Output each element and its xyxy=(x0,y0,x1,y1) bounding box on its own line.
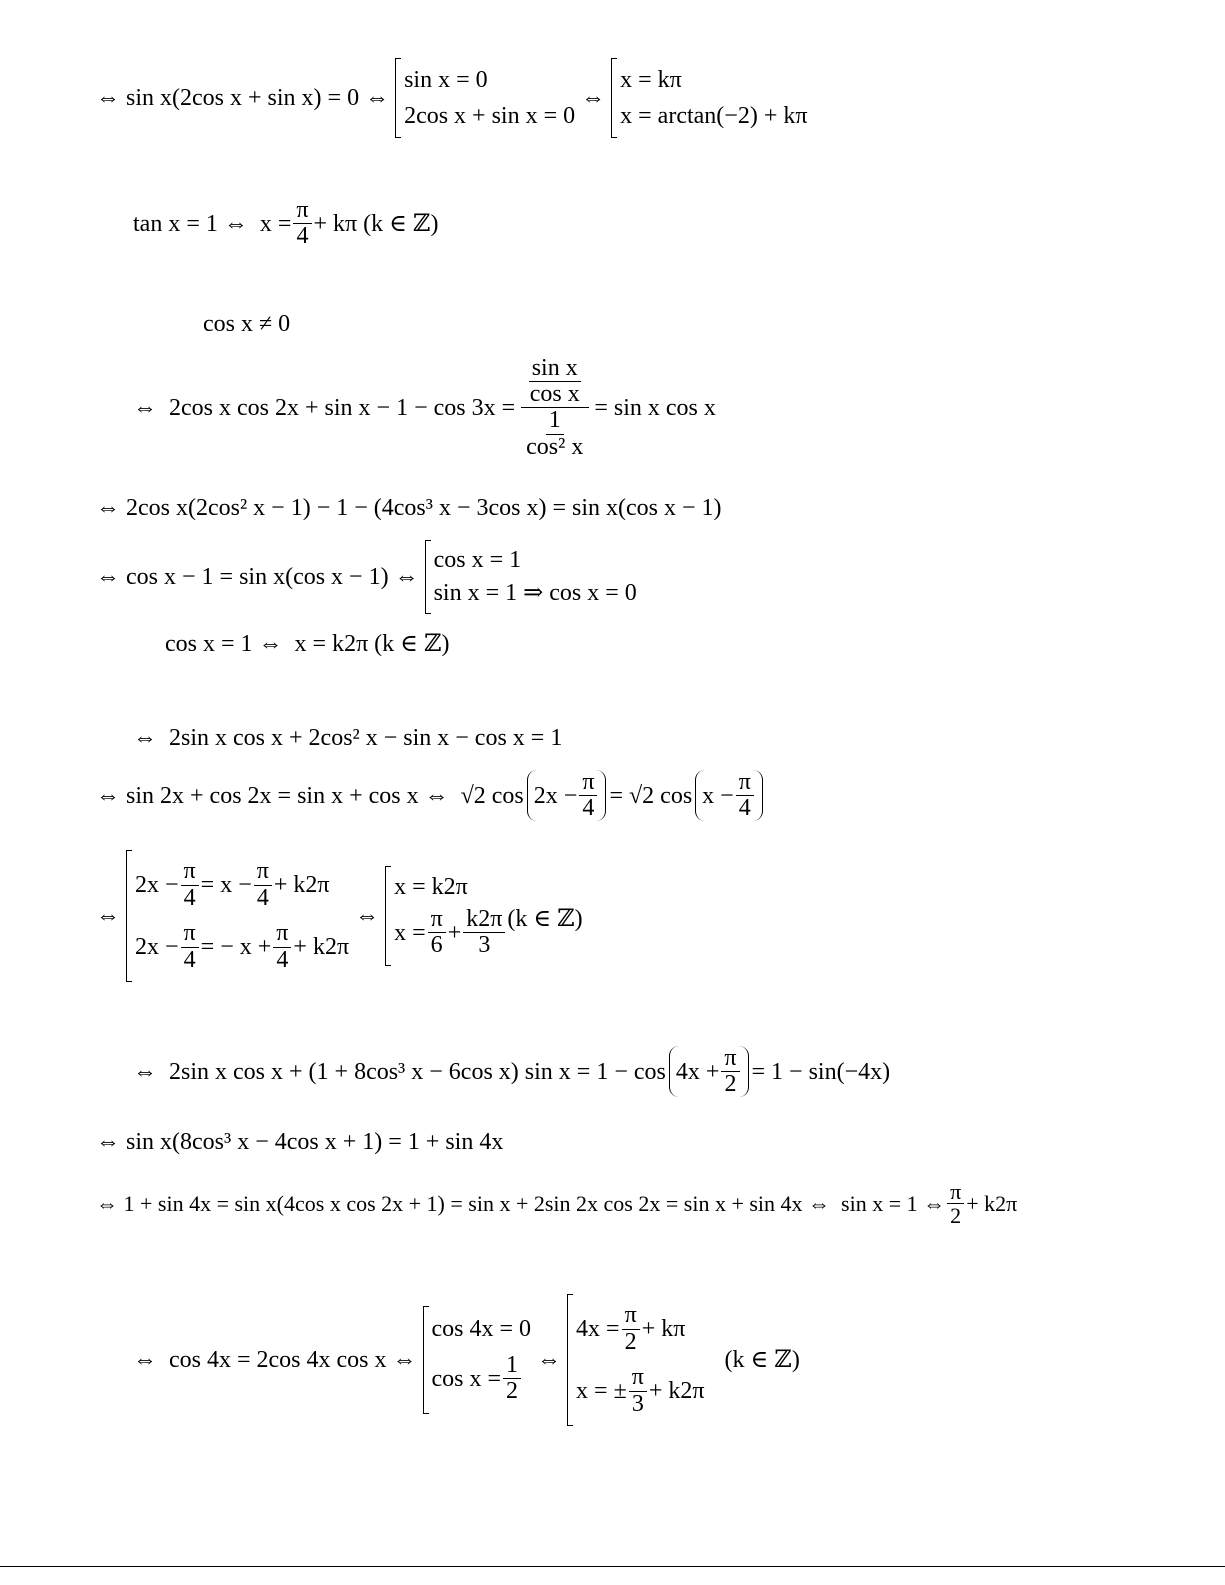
fraction xyxy=(273,921,291,972)
fraction xyxy=(181,859,199,910)
denominator: 2 xyxy=(950,1203,962,1229)
fraction xyxy=(579,770,597,821)
case-system xyxy=(423,1306,532,1414)
denominator: 2 xyxy=(624,1328,637,1355)
equation-line-13 xyxy=(96,1180,1017,1227)
expr: cos x ≠ 0 xyxy=(203,311,291,337)
numerator: π xyxy=(629,1365,647,1391)
expr: 4x + xyxy=(675,1058,720,1085)
case xyxy=(432,1353,532,1404)
numerator: π xyxy=(721,1046,739,1072)
case-system xyxy=(611,58,807,138)
fraction xyxy=(527,356,583,407)
expr: ⇔ sin 2x + cos 2x = sin x + cos x ⇔ √2 cos xyxy=(96,782,524,809)
paren-group xyxy=(695,770,763,821)
equation-line-12 xyxy=(96,1130,503,1154)
expr: = − x + xyxy=(200,933,272,960)
case: sin x = 0 xyxy=(404,66,488,93)
numerator: π xyxy=(947,1180,964,1204)
numerator: 1 xyxy=(546,408,564,434)
expr: x − xyxy=(702,782,734,809)
denominator: 3 xyxy=(631,1390,644,1417)
expr: cos x = 1 ⇔ x = k2π (k ∈ ℤ) xyxy=(165,631,450,657)
compound-fraction xyxy=(517,356,592,460)
fraction xyxy=(181,921,199,972)
expr: ⇔ cos 4x = 2cos 4x cos x ⇔ xyxy=(133,1347,417,1373)
case-system xyxy=(385,866,583,966)
expr: ⇔ cos x − 1 = sin x(cos x − 1) ⇔ xyxy=(96,564,419,590)
expr: 2x − xyxy=(533,782,578,809)
equation-line-2 xyxy=(133,198,438,249)
numerator: π xyxy=(622,1303,640,1329)
numerator: π xyxy=(579,770,597,796)
equation-line-8 xyxy=(133,726,562,750)
expr: ⇔ 2sin x cos x + 2cos² x − sin x − cos x = 1 xyxy=(133,725,563,751)
case: x = k2π xyxy=(394,873,468,900)
numerator: π xyxy=(736,770,754,796)
expr: tan x = 1 ⇔ x = xyxy=(133,210,292,237)
equation-line-5 xyxy=(96,496,722,520)
expr: ⇔ sin x(8cos³ x − 4cos x + 1) = 1 + sin 4x xyxy=(96,1129,504,1155)
case: x = arctan(−2) + kπ xyxy=(620,102,808,129)
fraction xyxy=(736,770,754,821)
denominator: 4 xyxy=(738,795,751,822)
fraction xyxy=(629,1365,647,1416)
numerator: k2π xyxy=(463,907,505,933)
equiv: ⇔ xyxy=(537,1347,562,1373)
expr: + xyxy=(447,919,462,946)
expr: + kπ xyxy=(641,1315,686,1342)
domain-note: (k ∈ ℤ) xyxy=(507,905,583,932)
expr: 2x − xyxy=(135,871,179,898)
case xyxy=(394,907,583,958)
case xyxy=(576,1303,705,1354)
expr: ⇔ 2cos x cos 2x + sin x − 1 − cos 3x = xyxy=(133,394,516,421)
equiv: ⇔ xyxy=(355,903,380,929)
expr: cos x = xyxy=(431,1365,502,1392)
denominator: 2 xyxy=(506,1378,519,1405)
paren-group xyxy=(669,1046,749,1097)
equiv: ⇔ xyxy=(96,903,120,929)
expr: ⇔ 2cos x(2cos² x − 1) − 1 − (4cos³ x − 3cos x) = sin x(cos x − 1) xyxy=(96,495,722,521)
case-system xyxy=(395,58,575,138)
equation-line-11 xyxy=(133,1046,890,1097)
expr: = sin x cos x xyxy=(594,394,716,421)
expr: + k2π xyxy=(273,871,330,898)
equation-line-3 xyxy=(203,312,290,336)
case: x = kπ xyxy=(620,66,682,93)
numerator: π xyxy=(181,921,199,947)
case xyxy=(135,859,349,910)
fraction xyxy=(523,408,586,459)
denominator: cos² x xyxy=(526,433,584,460)
denominator: 4 xyxy=(183,884,196,911)
denominator: 6 xyxy=(430,932,443,959)
case xyxy=(135,921,349,972)
equation-line-6 xyxy=(96,540,643,614)
expr: ⇔ sin x(2cos x + sin x) = 0 ⇔ xyxy=(96,85,390,111)
equation-line-4 xyxy=(133,356,716,460)
denominator: 4 xyxy=(256,884,269,911)
expr: 2x − xyxy=(135,933,179,960)
equation-line-7 xyxy=(165,632,449,656)
numerator: π xyxy=(293,198,311,224)
equation-line-14 xyxy=(133,1294,800,1426)
expr: x = xyxy=(394,919,426,946)
case-system xyxy=(567,1294,705,1426)
case: 2cos x + sin x = 0 xyxy=(404,102,576,129)
paren-group xyxy=(527,770,607,821)
fraction xyxy=(947,1180,964,1227)
case: cos 4x = 0 xyxy=(431,1315,532,1342)
fraction xyxy=(463,907,505,958)
equiv: ⇔ xyxy=(581,85,606,111)
equation-line-9 xyxy=(96,770,766,821)
numerator: 1 xyxy=(503,1353,521,1379)
expr: + kπ (k ∈ ℤ) xyxy=(313,210,439,237)
expr: ⇔ 2sin x cos x + (1 + 8cos³ x − 6cos x) sin x = 1 − cos xyxy=(133,1058,666,1085)
denominator: 2 xyxy=(724,1071,737,1098)
denominator: 4 xyxy=(296,223,309,250)
numerator: π xyxy=(181,859,199,885)
case: cos x = 1 xyxy=(433,547,522,574)
numerator: π xyxy=(273,921,291,947)
denominator: 4 xyxy=(183,946,196,973)
equation-line-1 xyxy=(96,58,813,138)
denominator: 4 xyxy=(582,795,595,822)
expr: ⇔ 1 + sin 4x = sin x(4cos x cos 2x + 1) = sin x + 2sin 2x cos 2x = sin x + sin 4x ⇔ sin x = 1 ⇔ xyxy=(96,1190,946,1216)
domain-note: (k ∈ ℤ) xyxy=(724,1347,800,1373)
case xyxy=(576,1365,705,1416)
fraction xyxy=(254,859,272,910)
denominator: cos x xyxy=(529,381,580,408)
expr: + k2π xyxy=(293,933,350,960)
case: sin x = 1 ⇒ cos x = 0 xyxy=(433,580,637,607)
expr: 4x = xyxy=(576,1315,620,1342)
fraction xyxy=(293,198,311,249)
numerator: π xyxy=(428,907,446,933)
expr: = 1 − sin(−4x) xyxy=(751,1058,891,1085)
fraction xyxy=(428,907,446,958)
equation-line-10 xyxy=(96,850,589,982)
fraction xyxy=(503,1353,521,1404)
numerator: sin x xyxy=(529,356,581,382)
denominator: 3 xyxy=(478,932,491,959)
page-bottom-rule xyxy=(0,1566,1225,1567)
fraction xyxy=(622,1303,640,1354)
denominator: 4 xyxy=(276,946,289,973)
expr: + k2π xyxy=(966,1190,1018,1216)
case-system xyxy=(425,540,637,614)
expr: + k2π xyxy=(648,1377,705,1404)
expr: = √2 cos xyxy=(609,782,693,809)
expr: = x − xyxy=(200,871,252,898)
fraction xyxy=(721,1046,739,1097)
case-system xyxy=(126,850,349,982)
numerator: π xyxy=(254,859,272,885)
expr: x = ± xyxy=(576,1377,627,1404)
